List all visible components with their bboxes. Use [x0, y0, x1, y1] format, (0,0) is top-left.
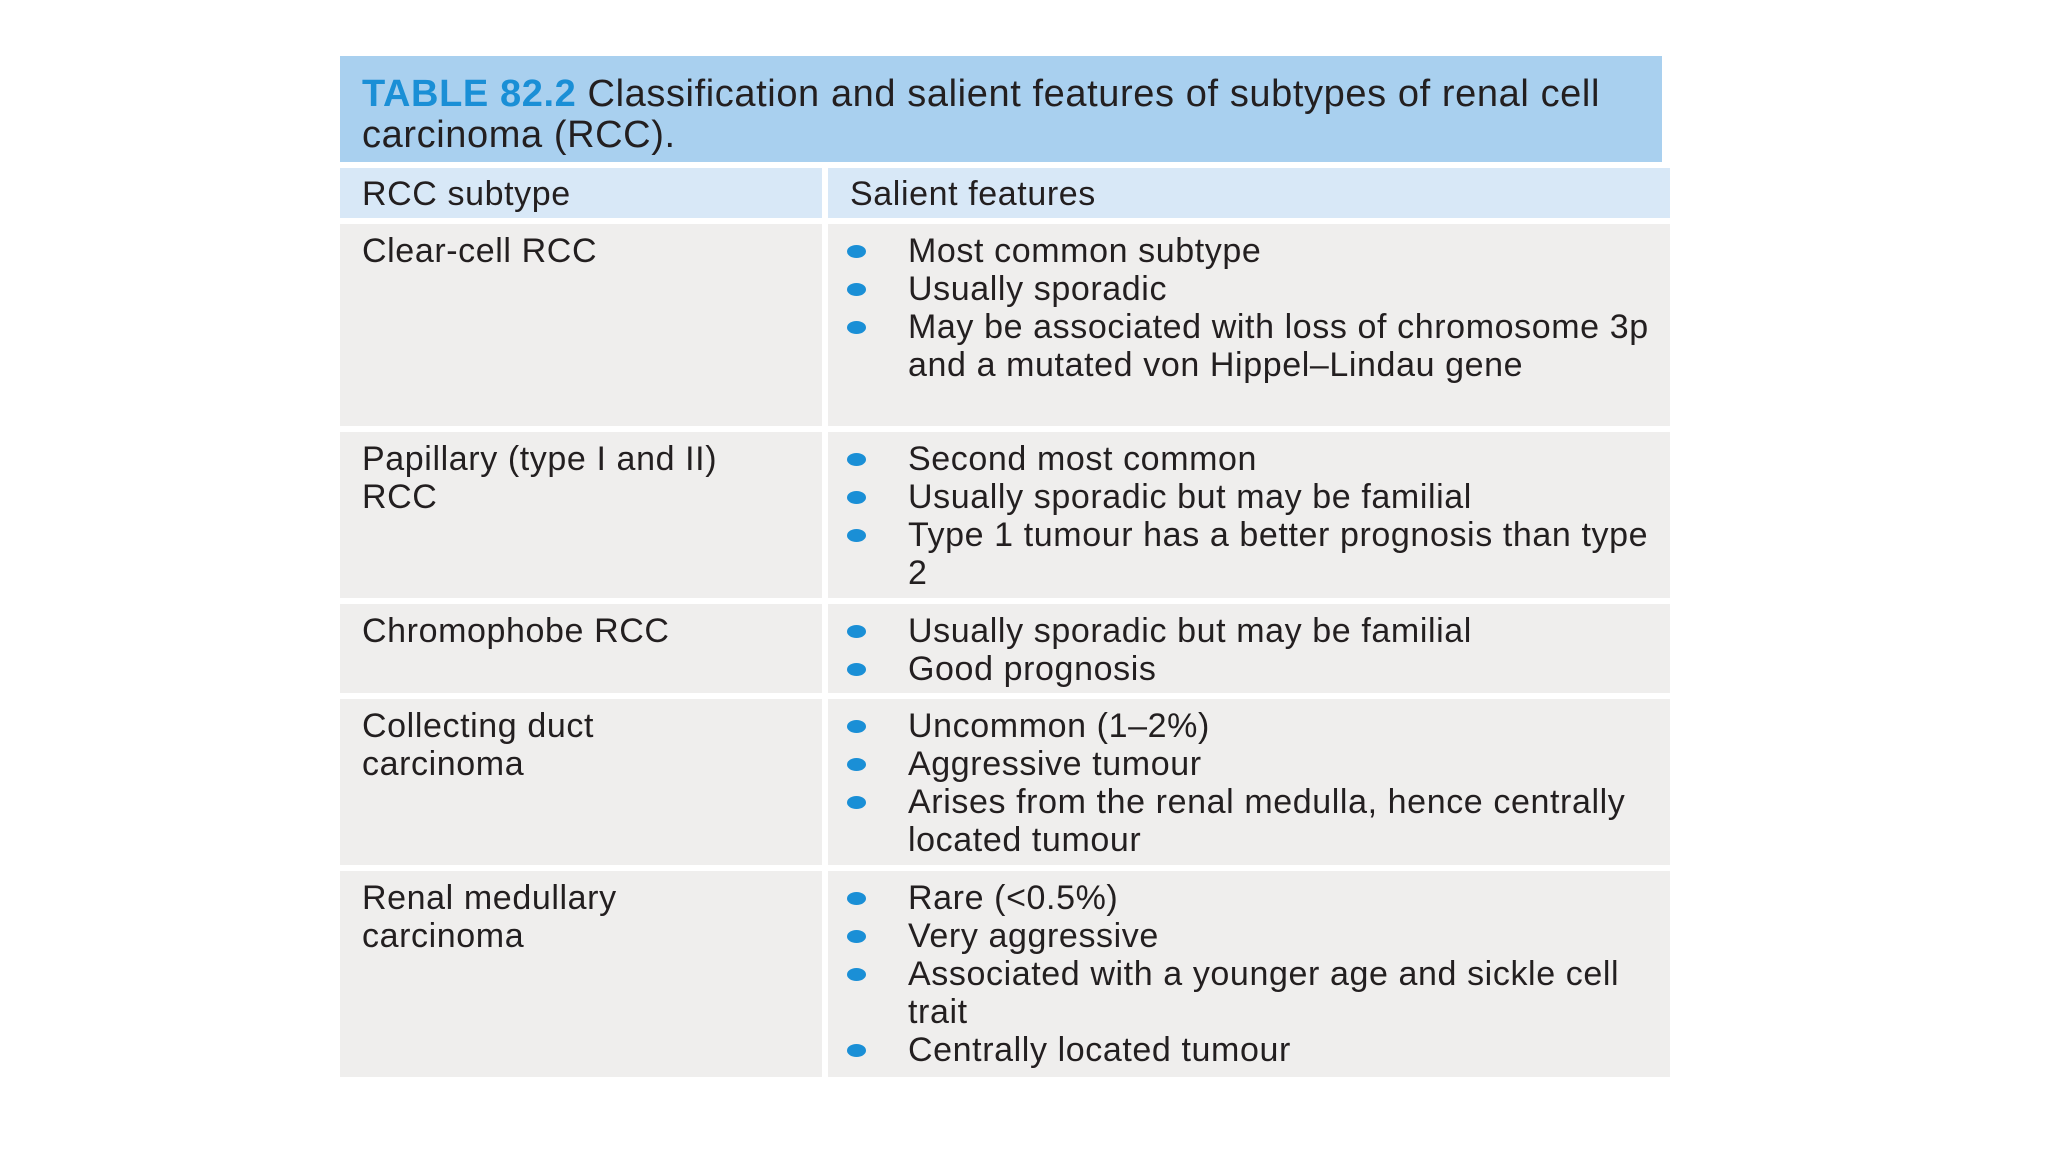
- feature-list: [846, 440, 1650, 592]
- feature-text: Usually sporadic: [908, 270, 1168, 308]
- list-item: [846, 650, 1650, 688]
- list-item: [846, 955, 1650, 1031]
- feature-text: Uncommon (1–2%): [908, 707, 1210, 745]
- classification-table: [340, 56, 1670, 1077]
- table-grid: [340, 168, 1670, 1077]
- feature-text: Second most common: [908, 440, 1258, 478]
- feature-text: May be associated with loss of chromosome 3p and a mutated von Hippel–Lindau gene: [908, 308, 1649, 384]
- bullet-icon: [847, 491, 866, 504]
- list-item: [846, 1031, 1650, 1069]
- list-item: [846, 745, 1650, 783]
- list-item: [846, 516, 1650, 592]
- subtype-label: Chromophobe RCC: [362, 612, 670, 650]
- bullet-icon: [847, 930, 866, 943]
- table-caption: [340, 56, 1662, 162]
- table-row-subtype: [340, 604, 822, 693]
- bullet-icon: [847, 758, 866, 771]
- list-item: [846, 707, 1650, 745]
- feature-text: Usually sporadic but may be familial: [908, 478, 1472, 516]
- column-header-subtype: RCC subtype: [340, 168, 822, 218]
- list-item: [846, 270, 1650, 308]
- subtype-label: Clear-cell RCC: [362, 232, 598, 270]
- bullet-icon: [847, 245, 866, 258]
- bullet-icon: [847, 663, 866, 676]
- list-item: [846, 917, 1650, 955]
- feature-text: Usually sporadic but may be familial: [908, 612, 1472, 650]
- feature-text: Aggressive tumour: [908, 745, 1202, 783]
- feature-text: Type 1 tumour has a better prognosis than type 2: [908, 516, 1649, 592]
- bullet-icon: [847, 625, 866, 638]
- feature-text: Centrally located tumour: [908, 1031, 1291, 1069]
- feature-text: Associated with a younger age and sickle cell trait: [908, 955, 1620, 1031]
- feature-list: [846, 879, 1650, 1069]
- table-row-features: [828, 699, 1670, 865]
- table-number: TABLE 82.2: [362, 73, 577, 115]
- bullet-icon: [847, 892, 866, 905]
- feature-list: [846, 612, 1650, 688]
- table-row-features: [828, 871, 1670, 1077]
- subtype-label: Renal medullary carcinoma: [362, 879, 617, 955]
- bullet-icon: [847, 1044, 866, 1057]
- table-row-subtype: [340, 224, 822, 426]
- bullet-icon: [847, 321, 866, 334]
- list-item: [846, 232, 1650, 270]
- table-row-features: [828, 604, 1670, 693]
- bullet-icon: [847, 283, 866, 296]
- column-header-features: Salient features: [828, 168, 1670, 218]
- bullet-icon: [847, 796, 866, 809]
- list-item: [846, 308, 1650, 384]
- feature-text: Most common subtype: [908, 232, 1262, 270]
- list-item: [846, 612, 1650, 650]
- feature-list: [846, 707, 1650, 859]
- bullet-icon: [847, 453, 866, 466]
- feature-text: Very aggressive: [908, 917, 1159, 955]
- feature-text: Good prognosis: [908, 650, 1157, 688]
- bullet-icon: [847, 968, 866, 981]
- table-row-subtype: [340, 871, 822, 1077]
- feature-list: [846, 232, 1650, 384]
- list-item: [846, 879, 1650, 917]
- table-row-features: [828, 224, 1670, 426]
- feature-text: Rare (<0.5%): [908, 879, 1119, 917]
- subtype-label: Papillary (type I and II) RCC: [362, 440, 718, 516]
- list-item: [846, 783, 1650, 859]
- feature-text: Arises from the renal medulla, hence centrally located tumour: [908, 783, 1626, 859]
- list-item: [846, 440, 1650, 478]
- table-row-subtype: [340, 699, 822, 865]
- table-title: Classification and salient features of subtypes of renal cell carcinoma (RCC).: [362, 73, 1600, 156]
- subtype-label: Collecting duct carcinoma: [362, 707, 595, 783]
- list-item: [846, 478, 1650, 516]
- table-row-subtype: [340, 432, 822, 598]
- table-row-features: [828, 432, 1670, 598]
- bullet-icon: [847, 720, 866, 733]
- bullet-icon: [847, 529, 866, 542]
